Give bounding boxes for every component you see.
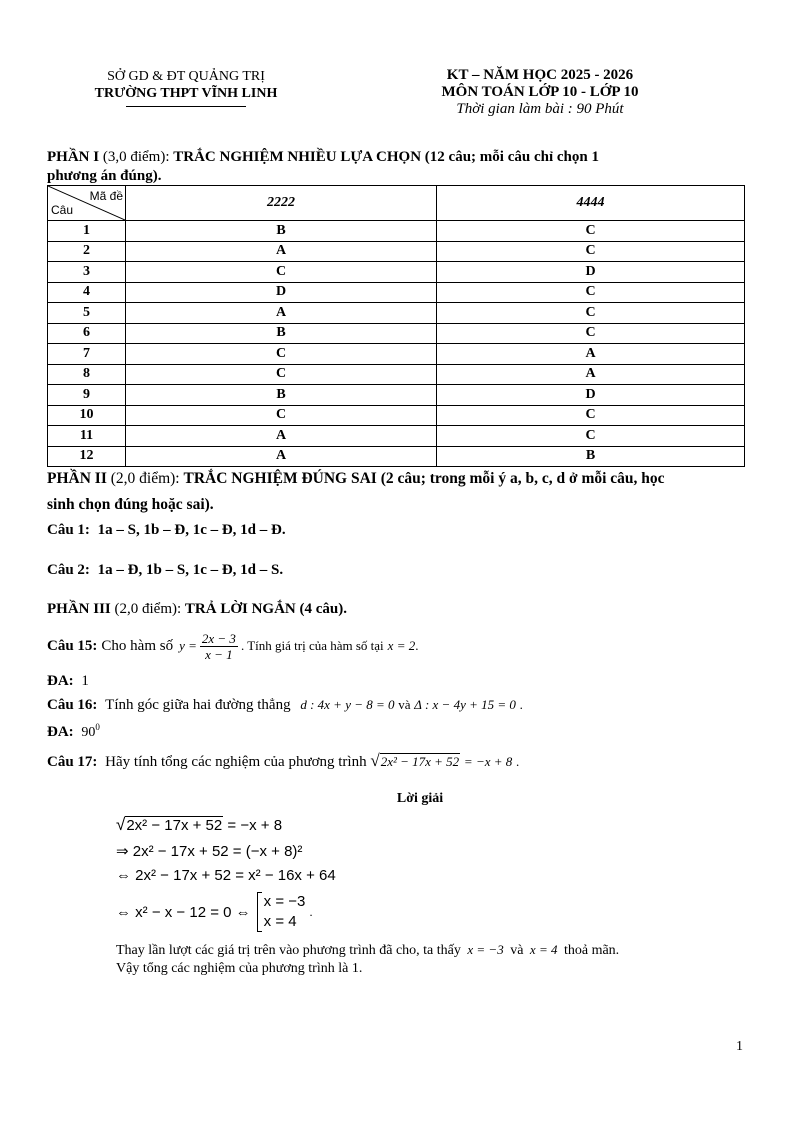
answer-2222: C <box>126 364 437 385</box>
line-delta-equation: Δ : x − 4y + 15 = 0 <box>414 697 516 712</box>
exam-year: KT – NĂM HỌC 2025 - 2026 <box>446 67 634 83</box>
question-number: 11 <box>48 426 126 447</box>
part1-label: PHẦN I <box>47 149 100 165</box>
answer-2222: B <box>126 221 437 242</box>
answer-2222: A <box>126 446 437 467</box>
part2-points: (2,0 điểm): <box>110 470 180 487</box>
part2-title <box>47 468 757 490</box>
answer-15 <box>47 673 89 690</box>
table-row <box>48 446 745 467</box>
degree-superscript: 0 <box>95 722 100 732</box>
question-16 <box>47 697 523 714</box>
question-label: Câu 16: <box>47 697 98 713</box>
school-header <box>46 68 326 107</box>
question-label: Câu 17: <box>47 754 98 770</box>
answer-value: 90 <box>81 725 96 740</box>
question-answer: 1a – Đ, 1b – S, 1c – Đ, 1d – S. <box>97 562 284 578</box>
part3-points: (2,0 điểm): <box>114 601 182 617</box>
question-17 <box>47 751 519 771</box>
table-row <box>48 405 745 426</box>
answer-4444: C <box>437 426 745 447</box>
answer-2222: A <box>126 426 437 447</box>
sqrt-symbol: √ <box>116 815 126 834</box>
line-d-equation: d : 4x + y − 8 = 0 <box>300 697 395 712</box>
question-text: Tính góc giữa hai đường thẳng <box>105 697 291 713</box>
question-text: Cho hàm số <box>101 637 174 654</box>
sentence-end: . <box>519 697 523 712</box>
question-number: 2 <box>48 241 126 262</box>
conclusion-line-2: Vậy tổng các nghiệm của phương trình là 1. <box>116 961 363 976</box>
answer-label: ĐA: <box>47 673 74 689</box>
table-row <box>48 323 745 344</box>
answer-4444: D <box>437 262 745 283</box>
question-number: 4 <box>48 282 126 303</box>
part1-heading: TRẮC NGHIỆM NHIỀU LỰA CHỌN (12 câu; mỗi câu chỉ chọn 1 <box>173 149 599 165</box>
fraction-numerator: 2x − 3 <box>201 630 236 646</box>
function-fraction <box>200 631 238 662</box>
part3-heading: TRẢ LỜI NGẮN (4 câu). <box>184 601 348 617</box>
conclusion-line-1 <box>116 941 619 960</box>
answer-4444: D <box>437 385 745 406</box>
corner-question-label: Câu <box>51 203 74 217</box>
function-name: y = <box>179 638 197 653</box>
table-row <box>48 282 745 303</box>
part2-question-2 <box>47 562 283 579</box>
answer-2222: D <box>126 282 437 303</box>
answer-value: 1 <box>81 673 89 689</box>
evaluation-point: x = 2 <box>387 638 416 653</box>
table-row <box>48 303 745 324</box>
question-number: 9 <box>48 385 126 406</box>
page-number: 1 <box>736 1039 743 1054</box>
question-label: Câu 1: <box>47 522 90 538</box>
radicand <box>380 754 460 770</box>
answer-2222: C <box>126 344 437 365</box>
question-number: 10 <box>48 405 126 426</box>
root-2: x = 4 <box>263 913 297 930</box>
table-row <box>48 426 745 447</box>
answer-2222: A <box>126 303 437 324</box>
solution-step-4 <box>116 892 313 932</box>
solution-bracket <box>257 892 306 932</box>
part2-label: PHẦN II <box>47 470 107 487</box>
answer-2222: B <box>126 323 437 344</box>
answer-4444: C <box>437 323 745 344</box>
question-number: 5 <box>48 303 126 324</box>
header-underline <box>126 106 246 107</box>
root-1: x = −3 <box>263 893 306 910</box>
sentence-end: . <box>516 754 520 769</box>
department-name: SỞ GD & ĐT QUẢNG TRỊ <box>107 69 265 84</box>
answer-4444: C <box>437 405 745 426</box>
equation-rhs: = −x + 8 <box>227 817 283 834</box>
exam-duration: Thời gian làm bài : 90 Phút <box>456 101 624 117</box>
answer-2222: A <box>126 241 437 262</box>
answer-4444: C <box>437 221 745 242</box>
conclusion-text: Thay lần lượt các giá trị trên vào phương trình đã cho, ta thấy <box>116 943 461 958</box>
answer-4444: A <box>437 344 745 365</box>
answer-table <box>47 185 745 467</box>
equation-rhs: = −x + 8 <box>463 754 513 769</box>
answer-2222: C <box>126 405 437 426</box>
solution-step-1 <box>116 815 282 835</box>
answer-4444: C <box>437 303 745 324</box>
sentence-end: . <box>415 638 419 653</box>
solution-title: Lời giải <box>396 791 444 806</box>
question-text-after: . Tính giá trị của hàm số tại <box>240 638 384 653</box>
question-15 <box>47 626 418 666</box>
answer-4444: C <box>437 282 745 303</box>
solution-step-2: ⇒ 2x² − 17x + 52 = (−x + 8)² <box>116 843 303 860</box>
question-label: Câu 15: <box>47 637 98 654</box>
question-answer: 1a – S, 1b – Đ, 1c – Đ, 1d – Đ. <box>97 522 286 538</box>
exam-subject: MÔN TOÁN LỚP 10 - LỚP 10 <box>441 84 639 100</box>
answer-4444: A <box>437 364 745 385</box>
table-corner-cell <box>48 186 126 221</box>
radicand-text: 2x² − 17x + 52 <box>126 817 223 834</box>
school-name: TRƯỜNG THPT VĨNH LINH <box>94 86 278 101</box>
conjunction: và <box>510 943 524 958</box>
conjunction: và <box>398 697 411 712</box>
question-number: 12 <box>48 446 126 467</box>
fraction-denominator: x − 1 <box>205 646 233 662</box>
answer-label: ĐA: <box>47 724 74 740</box>
radicand <box>125 817 223 834</box>
question-text: Hãy tính tổng các nghiệm của phương trình <box>105 754 367 770</box>
part1-points: (3,0 điểm): <box>102 149 170 165</box>
sentence-end: . <box>309 905 313 919</box>
question-number: 3 <box>48 262 126 283</box>
answer-4444: B <box>437 446 745 467</box>
answer-2222: C <box>126 262 437 283</box>
part2-title-line2: sinh chọn đúng hoặc sai). <box>47 496 214 513</box>
exam-header <box>390 67 690 118</box>
part1-title-line2: phương án đúng). <box>47 168 162 184</box>
radicand-text: 2x² − 17x + 52 <box>380 754 460 769</box>
code-header-4444: 4444 <box>437 186 745 221</box>
code-header-2222: 2222 <box>126 186 437 221</box>
question-number: 1 <box>48 221 126 242</box>
corner-code-label: Mã đề <box>89 189 123 203</box>
question-number: 8 <box>48 364 126 385</box>
table-row <box>48 385 745 406</box>
table-row <box>48 364 745 385</box>
question-number: 7 <box>48 344 126 365</box>
part2-question-1 <box>47 522 286 539</box>
question-number: 6 <box>48 323 126 344</box>
answer-2222: B <box>126 385 437 406</box>
table-row <box>48 344 745 365</box>
root-value-1: x = −3 <box>467 942 504 957</box>
solution-step-3: ⇔ 2x² − 17x + 52 = x² − 16x + 64 <box>116 867 336 884</box>
conclusion-end: thoả mãn. <box>563 943 620 958</box>
table-row <box>48 262 745 283</box>
answer-16 <box>47 722 100 741</box>
answer-4444: C <box>437 241 745 262</box>
part3-title <box>47 598 347 620</box>
equation-text: ⇔ x² − x − 12 = 0 ⇔ <box>116 903 251 921</box>
sqrt-symbol: √ <box>370 751 380 770</box>
table-row <box>48 221 745 242</box>
root-value-2: x = 4 <box>529 942 558 957</box>
question-label: Câu 2: <box>47 562 90 578</box>
table-row <box>48 241 745 262</box>
table-header-row <box>48 186 745 221</box>
part3-label: PHẦN III <box>47 601 111 617</box>
part2-heading: TRẮC NGHIỆM ĐÚNG SAI (2 câu; trong mỗi ý a, b, c, d ở mỗi câu, học <box>183 470 665 487</box>
